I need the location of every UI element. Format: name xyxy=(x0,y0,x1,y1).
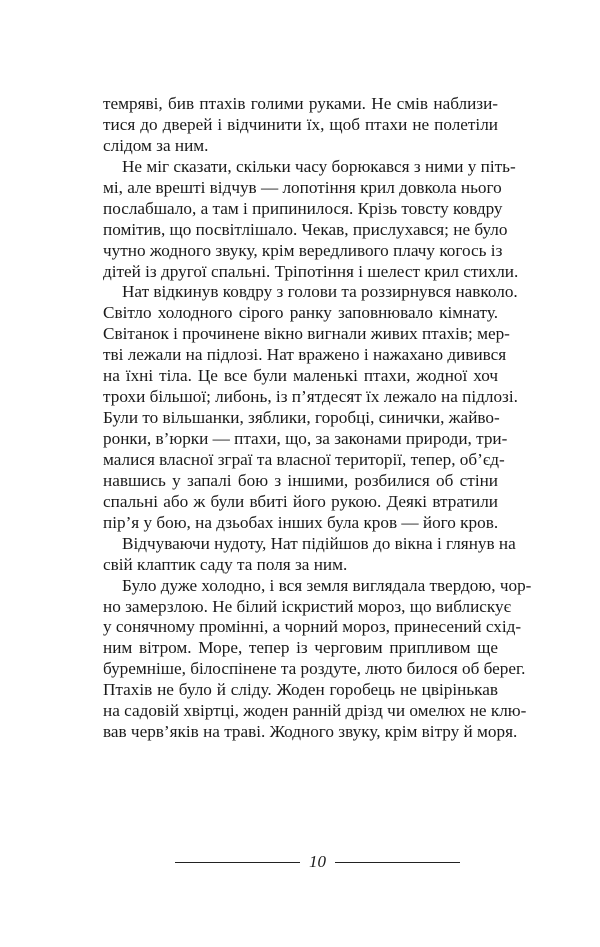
paragraph xyxy=(103,533,516,576)
text-line: на садовій хвіртці, жоден ранній дрізд чи омелюх не клю- xyxy=(103,701,527,721)
text-line: послабшало, а там і припинилося. Крізь товсту ковдру xyxy=(103,198,503,218)
footer-rule-right xyxy=(335,862,460,863)
paragraph xyxy=(103,575,532,744)
text-line: на їхні тіла. Це все були маленькі птахи, жодної хоч xyxy=(103,366,498,386)
text-line: Світло холодного сірого ранку заповнювало кімнату. xyxy=(103,303,498,323)
text-line: вав черв’яків на траві. Жодного звуку, крім вітру й моря. xyxy=(103,722,518,742)
text-line: буремніше, білоспінене та роздуте, люто билося об берег. xyxy=(103,659,526,679)
text-line: мі, але врешті відчув — лопотіння крил довкола нього xyxy=(103,177,502,197)
text-line: спальні або ж були вбиті його рукою. Деякі втратили xyxy=(103,491,498,511)
text-line: ним вітром. Море, тепер із черговим припливом ще xyxy=(103,638,498,658)
paragraph xyxy=(103,282,518,533)
page-footer xyxy=(175,851,460,873)
text-line: Були то вільшанки, зяблики, горобці, синички, жайво- xyxy=(103,408,500,428)
text-line: Було дуже холодно, і вся земля виглядала твердою, чор- xyxy=(122,575,532,595)
text-line: помітив, що посвітлішало. Чекав, прислухався; не було xyxy=(103,219,508,239)
text-line: малися власної зграї та власної території, тепер, об’єд- xyxy=(103,449,505,469)
text-line: Птахів не було й сліду. Жоден горобець не цвірінькав xyxy=(103,680,498,700)
text-line: трохи більшої; либонь, із п’ятдесят їх лежало на підлозі. xyxy=(103,387,518,407)
paragraph xyxy=(103,94,498,157)
text-line: слідом за ним. xyxy=(103,135,209,155)
body-text xyxy=(103,94,532,743)
page-number: 10 xyxy=(309,852,326,871)
paragraph xyxy=(103,156,519,283)
text-line: пір’я у бою, на дзьобах інших була кров — його кров. xyxy=(103,512,499,532)
text-line: тві лежали на підлозі. Нат вражено і нажахано дивився xyxy=(103,345,507,365)
text-line: Не міг сказати, скільки часу борюкався з ними у піть- xyxy=(122,156,516,176)
text-line: ронки, в’юрки — птахи, що, за законами природи, три- xyxy=(103,429,508,448)
text-line: Відчуваючи нудоту, Нат підійшов до вікна і глянув на xyxy=(122,533,516,553)
text-line: чутно жодного звуку, крім вередливого плачу когось із xyxy=(103,240,503,260)
text-line: свій клаптик саду та поля за ним. xyxy=(103,554,348,574)
text-line: тися до дверей і відчинити їх, щоб птахи не полетіли xyxy=(103,114,498,134)
text-line: дітей із другої спальні. Тріпотіння і шелест крил стихли. xyxy=(103,261,519,281)
text-line: Нат відкинув ковдру з голови та роззирнувся навколо. xyxy=(122,282,518,302)
text-line: но замерзлою. Не білий іскристий мороз, що виблискує xyxy=(103,596,511,616)
footer-rule-left xyxy=(175,862,300,863)
text-line: Світанок і прочинене вікно вигнали живих птахів; мер- xyxy=(103,324,510,344)
text-line: у сонячному промінні, а чорний мороз, принесений схід- xyxy=(103,617,522,637)
text-line: навшись у запалі бою з іншими, розбилися об стіни xyxy=(103,470,498,490)
text-line: темряві, бив птахів голими руками. Не смів наблизи- xyxy=(103,94,498,113)
